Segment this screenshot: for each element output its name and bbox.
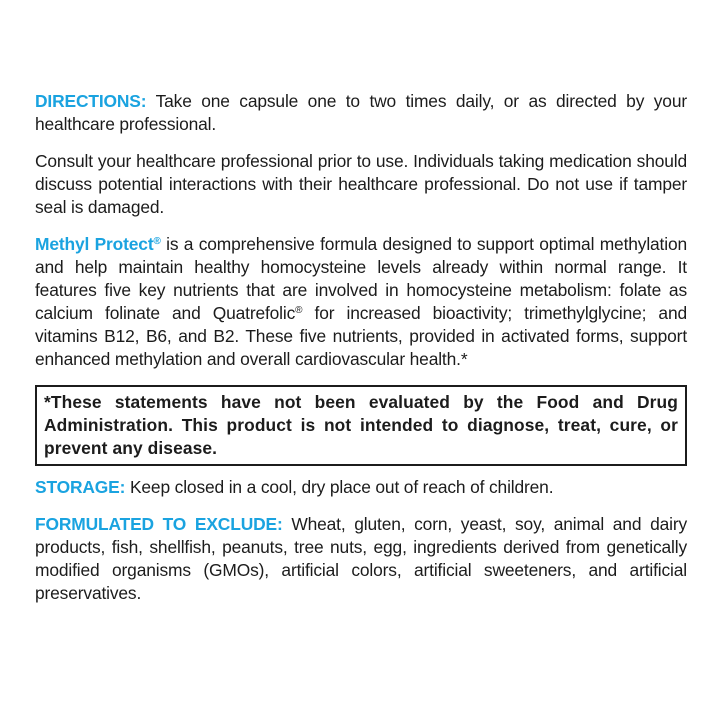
storage-text: Keep closed in a cool, dry place out of reach of children.: [125, 477, 554, 497]
description-text-2: for increased bioactivity; trimethylglycine; and vitamins B12, B6, and B2. These five nutrients, provided in activated forms, support enhanced methylation and overall cardiovascular health.*: [35, 303, 687, 369]
directions-label: DIRECTIONS:: [35, 91, 147, 111]
warning-text: Consult your healthcare professional prior to use. Individuals taking medication should discuss potential interactions with their healthcare professional. Do not use if tamper seal is damaged.: [35, 151, 687, 217]
fda-disclaimer-text: *These statements have not been evaluated by the Food and Drug Administration. This product is not intended to diagnose, treat, cure, or prevent any disease.: [44, 392, 678, 458]
exclusions-label: FORMULATED TO EXCLUDE:: [35, 514, 283, 534]
label-panel: [35, 90, 687, 619]
fda-disclaimer-box: [35, 385, 687, 466]
exclusions-paragraph: [35, 513, 687, 605]
directions-paragraph: [35, 90, 687, 136]
registered-mark-2: ®: [295, 305, 303, 316]
storage-paragraph: [35, 476, 687, 499]
description-paragraph: [35, 233, 687, 371]
registered-mark: ®: [153, 236, 161, 247]
warning-paragraph: [35, 150, 687, 219]
directions-text: Take one capsule one to two times daily, or as directed by your healthcare professional.: [35, 91, 687, 134]
product-name: Methyl Protect: [35, 234, 154, 254]
exclusions-text: Wheat, gluten, corn, yeast, soy, animal and dairy products, fish, shellfish, peanuts, tree nuts, egg, ingredients derived from genetically modified organisms (GMOs), artificial colors, artificial sweeteners, and artificial preservatives.: [35, 514, 688, 603]
storage-label: STORAGE:: [35, 477, 126, 497]
description-text-1: is a comprehensive formula designed to support optimal methylation and help maintain healthy homocysteine levels already within normal range. It features five key nutrients that are involved in homocysteine metabolism: folate as calcium folinate and Quatrefolic: [35, 234, 687, 323]
